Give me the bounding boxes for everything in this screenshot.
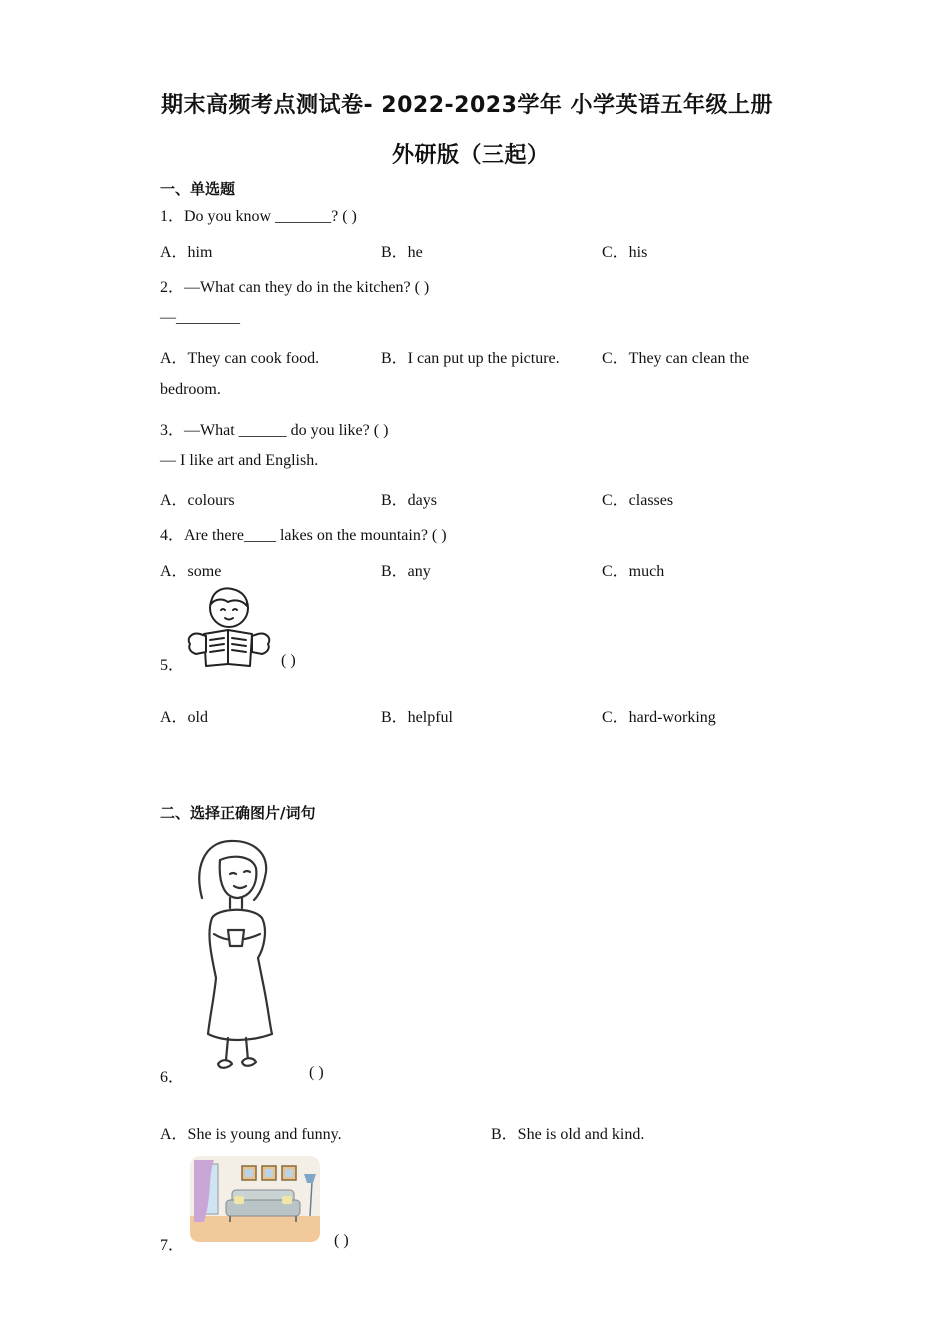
woman-image — [190, 838, 284, 1074]
page-title-line1: 期末高频考点测试卷- 2022-2023学年 小学英语五年级上册 — [161, 93, 774, 118]
q4-stem: 4．Are there____ lakes on the mountain? ( ) — [160, 527, 447, 544]
q2-answer-line: —________ — [160, 309, 240, 326]
section2-heading: 二、选择正确图片/词句 — [160, 804, 316, 822]
q2-option-b[interactable]: B．I can put up the picture. — [381, 350, 560, 367]
q4-option-a[interactable]: A．some — [160, 563, 222, 580]
q2-option-c-continued: bedroom. — [160, 381, 221, 398]
boy-reading-image — [182, 586, 276, 668]
q6-option-b[interactable]: B．She is old and kind. — [491, 1126, 645, 1143]
q2-option-a[interactable]: A．They can cook food. — [160, 350, 320, 367]
q5-number: 5． — [160, 657, 185, 674]
page-title-line2: 外研版（三起） — [392, 143, 550, 168]
q5-option-c[interactable]: C．hard-working — [602, 709, 716, 726]
q1-stem: 1．Do you know _______? ( ) — [160, 208, 357, 225]
q4-option-b[interactable]: B．any — [381, 563, 431, 580]
living-room-image — [190, 1156, 320, 1242]
section1-heading: 一、单选题 — [160, 180, 236, 198]
q7-number: 7． — [160, 1237, 185, 1254]
q6-option-a[interactable]: A．She is young and funny. — [160, 1126, 342, 1143]
q5-answer-paren: ( ) — [281, 652, 296, 669]
q3-stem: 3．—What ______ do you like? ( ) — [160, 422, 389, 439]
q3-option-b[interactable]: B．days — [381, 492, 438, 509]
q5-option-b[interactable]: B．helpful — [381, 709, 453, 726]
q4-option-c[interactable]: C．much — [602, 563, 665, 580]
q2-stem: 2．—What can they do in the kitchen? ( ) — [160, 279, 430, 296]
q6-answer-paren: ( ) — [309, 1064, 324, 1081]
q1-option-b[interactable]: B．he — [381, 244, 423, 261]
q1-option-c[interactable]: C．his — [602, 244, 648, 261]
q6-number: 6． — [160, 1069, 185, 1086]
q5-option-a[interactable]: A．old — [160, 709, 209, 726]
q7-answer-paren: ( ) — [334, 1232, 349, 1249]
q1-option-a[interactable]: A．him — [160, 244, 213, 261]
q2-option-c[interactable]: C．They can clean the — [602, 350, 750, 367]
q3-reply: — I like art and English. — [160, 452, 319, 469]
q3-option-c[interactable]: C．classes — [602, 492, 674, 509]
q3-option-a[interactable]: A．colours — [160, 492, 235, 509]
